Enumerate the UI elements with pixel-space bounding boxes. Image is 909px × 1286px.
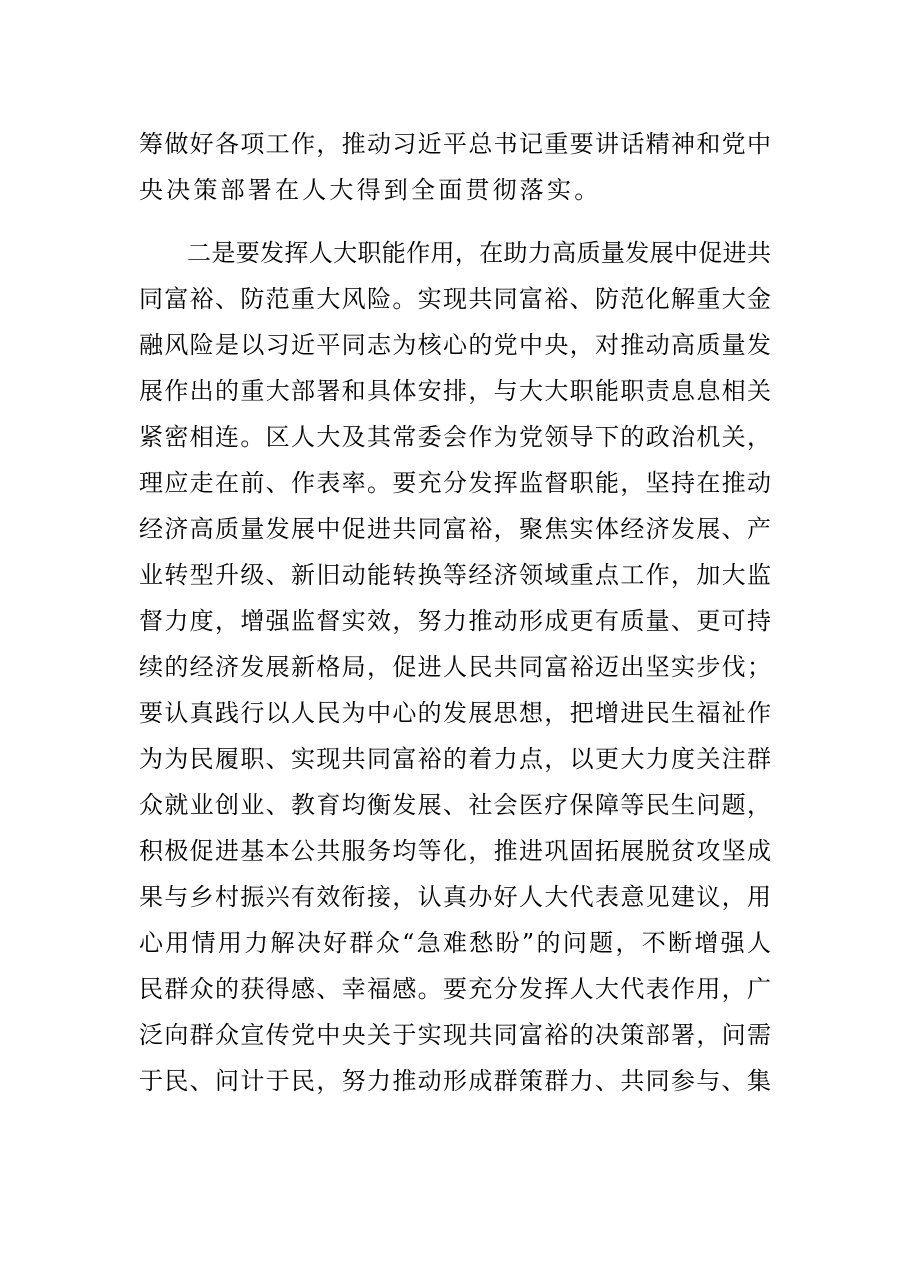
text-line: 央决策部署在人大得到全面贯彻落实。 (139, 176, 602, 204)
text-line: 展作出的重大部署和具体安排，与大大职能职责息息相关 (139, 377, 771, 405)
text-line: 筹做好各项工作，推动习近平总书记重要讲话精神和党中 (139, 130, 771, 158)
text-line: 经济高质量发展中促进共同富裕，聚焦实体经济发展、产 (139, 515, 771, 543)
text-line: 民群众的获得感、幸福感。要充分发挥人大代表作用，广 (139, 975, 771, 1003)
text-line: 紧密相连。区人大及其常委会作为党领导下的政治机关， (139, 423, 771, 451)
text-line: 督力度，增强监督实效，努力推动形成更有质量、更可持 (139, 607, 771, 635)
text-line: 泛向群众宣传党中央关于实现共同富裕的决策部署，问需 (139, 1021, 771, 1049)
text-line: 众就业创业、教育均衡发展、社会医疗保障等民生问题， (139, 791, 771, 819)
text-line: 二是要发挥人大职能作用，在助力高质量发展中促进共 (187, 239, 771, 267)
text-line: 业转型升级、新旧动能转换等经济领域重点工作，加大监 (139, 561, 771, 589)
text-line: 同富裕、防范重大风险。实现共同富裕、防范化解重大金 (139, 285, 771, 313)
text-line: 心用情用力解决好群众“急难愁盼”的问题，不断增强人 (139, 929, 771, 957)
text-line: 续的经济发展新格局，促进人民共同富裕迈出坚实步伐； (139, 653, 771, 681)
text-line: 融风险是以习近平同志为核心的党中央，对推动高质量发 (139, 331, 771, 359)
text-line: 果与乡村振兴有效衔接，认真办好人大代表意见建议，用 (139, 883, 771, 911)
text-line: 积极促进基本公共服务均等化，推进巩固拓展脱贫攻坚成 (139, 837, 771, 865)
text-line: 要认真践行以人民为中心的发展思想，把增进民生福祉作 (139, 699, 771, 727)
text-line: 为为民履职、实现共同富裕的着力点，以更大力度关注群 (139, 745, 771, 773)
text-line: 理应走在前、作表率。要充分发挥监督职能，坚持在推动 (139, 469, 771, 497)
text-line: 于民、问计于民，努力推动形成群策群力、共同参与、集 (139, 1067, 771, 1095)
